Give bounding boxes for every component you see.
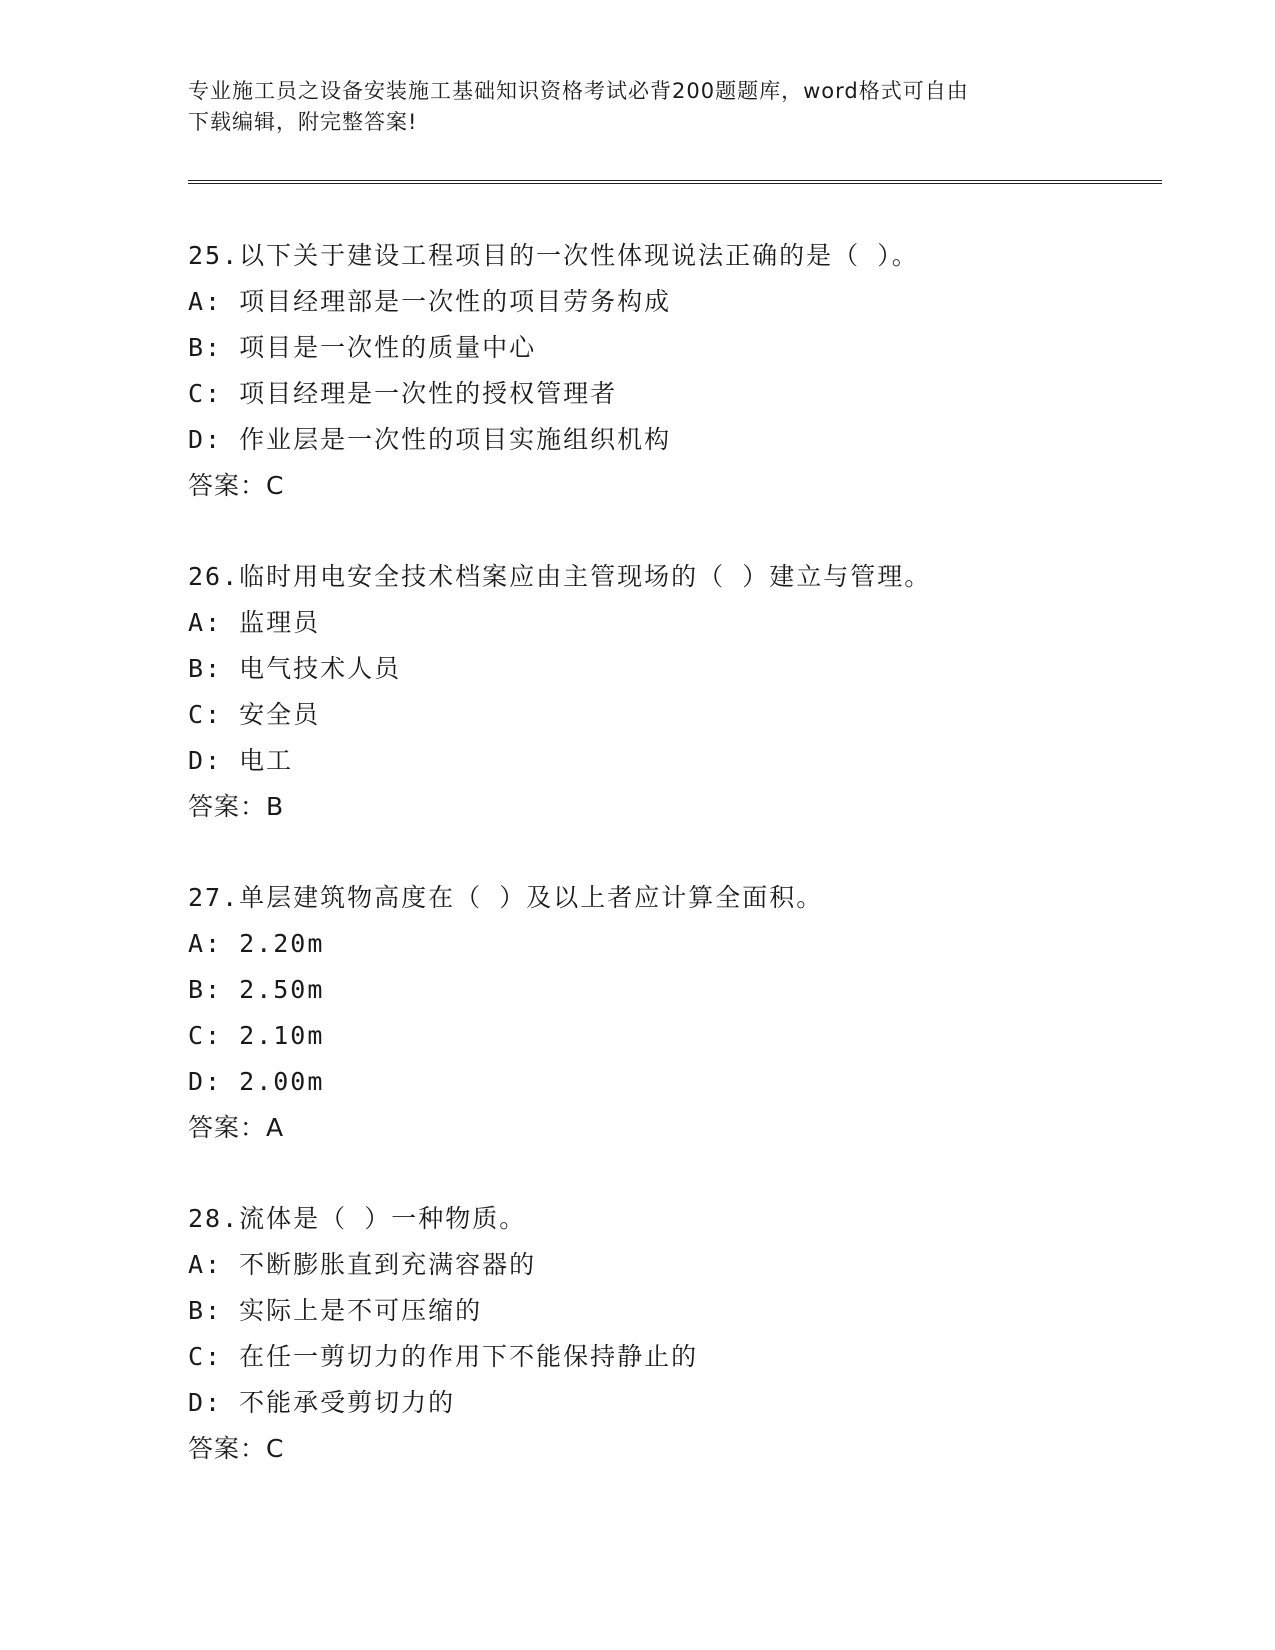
question-stem: 27.单层建筑物高度在（ ）及以上者应计算全面积。: [188, 883, 824, 912]
question-list: [188, 233, 1168, 1517]
question-25: [188, 233, 1168, 509]
question-stem: 26.临时用电安全技术档案应由主管现场的（ ）建立与管理。: [188, 562, 932, 591]
option-a: A: 不断膨胀直到充满容器的: [188, 1250, 537, 1279]
option-d: D: 电工: [188, 746, 294, 775]
answer-label: 答案：B: [188, 792, 285, 821]
option-c: C: 在任一剪切力的作用下不能保持静止的: [188, 1342, 699, 1371]
option-b: B: 项目是一次性的质量中心: [188, 333, 537, 362]
option-b: B: 电气技术人员: [188, 654, 402, 683]
option-c: C: 项目经理是一次性的授权管理者: [188, 379, 618, 408]
header-line-1: 专业施工员之设备安装施工基础知识资格考试必背200题题库，word格式可自由: [188, 79, 969, 103]
option-d: D: 2.00m: [188, 1067, 325, 1096]
option-d: D: 不能承受剪切力的: [188, 1388, 456, 1417]
header-line-2: 下载编辑，附完整答案!: [188, 110, 418, 134]
option-a: A: 监理员: [188, 608, 321, 637]
question-27: [188, 875, 1168, 1151]
answer-label: 答案：C: [188, 471, 285, 500]
question-stem: 28.流体是（ ）一种物质。: [188, 1204, 527, 1233]
option-b: B: 2.50m: [188, 975, 325, 1004]
option-d: D: 作业层是一次性的项目实施组织机构: [188, 425, 672, 454]
question-stem: 25.以下关于建设工程项目的一次性体现说法正确的是（ ）。: [188, 241, 919, 270]
answer-label: 答案：C: [188, 1434, 285, 1463]
question-26: [188, 554, 1168, 830]
option-a: A: 2.20m: [188, 929, 325, 958]
option-c: C: 安全员: [188, 700, 321, 729]
answer-label: 答案：A: [188, 1113, 285, 1142]
header-divider: [188, 180, 1162, 184]
option-c: C: 2.10m: [188, 1021, 325, 1050]
question-28: [188, 1196, 1168, 1472]
document-header: [188, 76, 1088, 138]
option-a: A: 项目经理部是一次性的项目劳务构成: [188, 287, 672, 316]
option-b: B: 实际上是不可压缩的: [188, 1296, 483, 1325]
